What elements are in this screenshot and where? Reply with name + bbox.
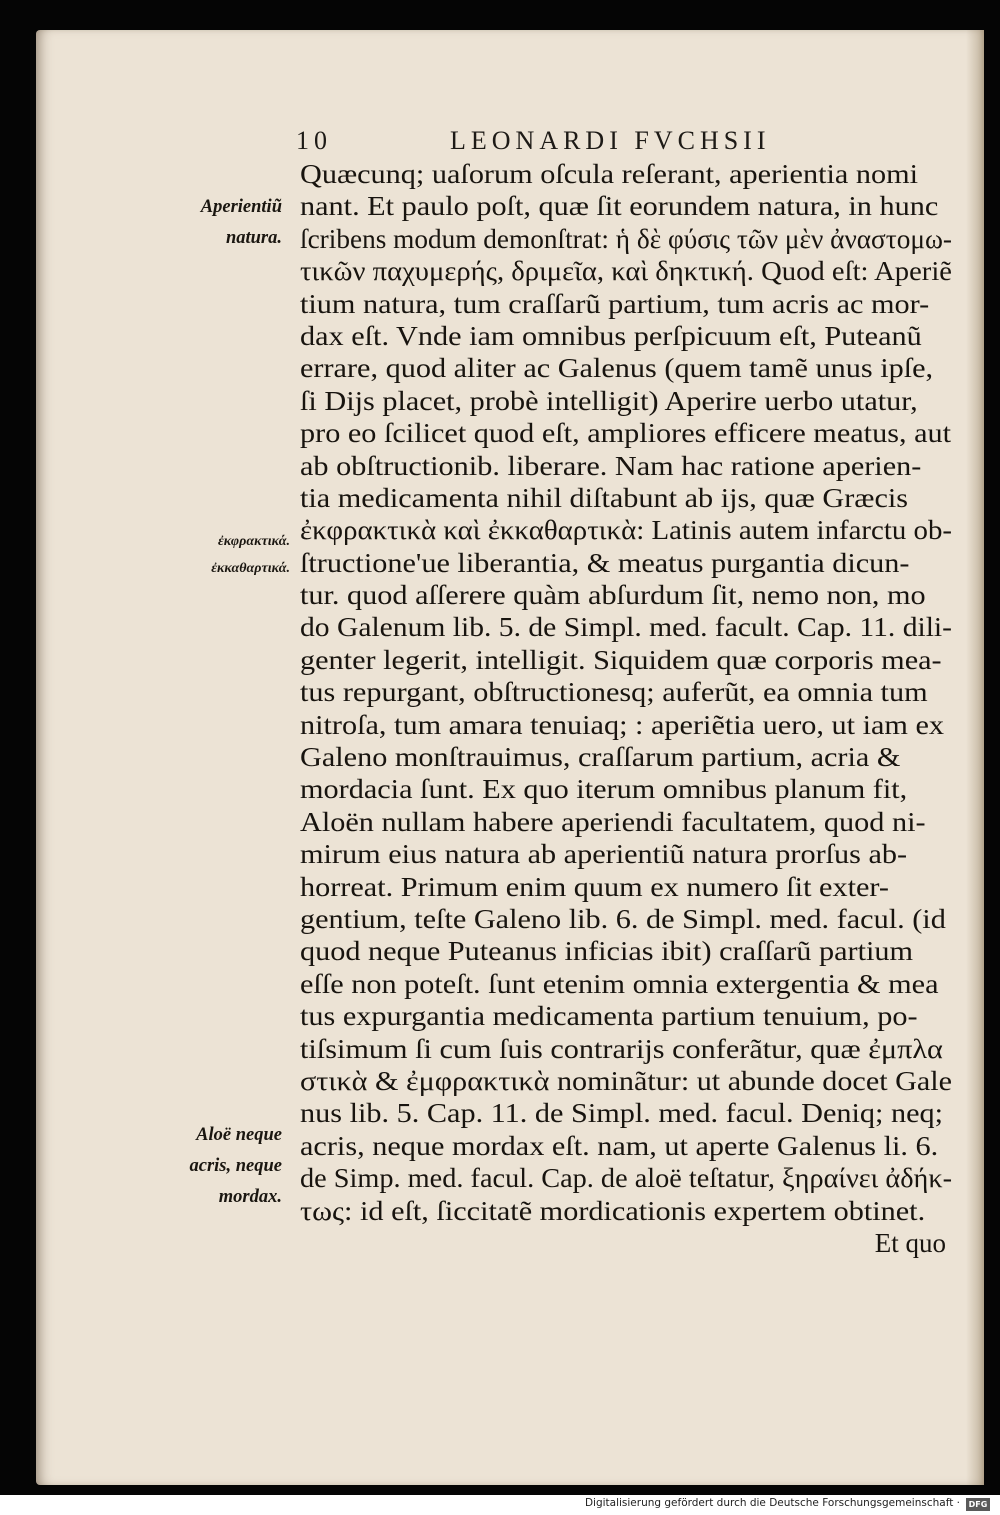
marginal-note-line: acris, neque — [189, 1156, 282, 1176]
text-line: στικὰ & ἐμφρακτικὰ nominãtur: ut abunde docet Gale — [300, 1065, 952, 1096]
text-line: Quæcunq; uaſorum oſcula reſerant, aperientia nomi — [300, 159, 919, 189]
text-line: quod neque Puteanus inficias ibit) craſſarũ partium — [300, 936, 914, 967]
marginal-note-line: Aperientiũ — [200, 197, 282, 217]
marginal-note-aloe — [170, 1120, 282, 1213]
text-line: pro eo ſcilicet quod eſt, ampliores efficere meatus, aut — [300, 418, 952, 449]
text-line: ſcribens modum demonſtrat: ἡ δὲ φύσις τῶν μὲν ἀναστομω- — [300, 223, 952, 254]
footer-bar — [0, 1495, 1000, 1515]
text-line: acris, neque mordax eſt. nam, ut aperte Galenus li. 6. — [300, 1130, 939, 1161]
text-line: dax eſt. Vnde iam omnibus perſpicuum eſt, Puteanũ — [300, 320, 922, 351]
text-line: do Galenum lib. 5. de Simpl. med. facult. Cap. 11. dili- — [300, 612, 952, 643]
text-line: tur. quod aſſerere quàm abſurdum ſit, nemo non, mo — [300, 580, 926, 611]
marginal-note-line: Aloë neque — [196, 1125, 282, 1145]
text-line: ab obſtructionib. liberare. Nam hac ratione aperien- — [300, 450, 922, 481]
page-number: 10 — [296, 126, 332, 155]
marginal-note-line: natura. — [225, 228, 282, 248]
text-line: ſi Dijs placet, probè intelligit) Aperire uerbo utatur, — [300, 385, 918, 416]
text-line: Galeno monſtrauimus, craſſarum partium, acria & — [300, 742, 901, 773]
text-line: τικῶν παχυμερής, δριμεῖα, καὶ δηκτική. Quod eſt: Aperiẽ — [300, 256, 952, 287]
text-line: τως: id eſt, ſiccitatẽ mordicationis expertem obtinet. — [300, 1195, 926, 1226]
text-line: nant. Et paulo poſt, quæ ſit eorundem natura, in hunc — [300, 191, 939, 222]
text-line: eſſe non poteſt. ſunt etenim omnia extergentia & mea — [300, 968, 939, 999]
text-line: tiſsimum ſi cum ſuis contrarijs conferãtur, quæ ἐμπλα — [300, 1033, 943, 1064]
footer-credit: Digitalisierung gefördert durch die Deutsche Forschungsgemeinschaft · — [584, 1497, 960, 1509]
text-line: tus expurgantia medicamenta partium tenuium, po- — [300, 1001, 918, 1032]
marginal-note-aperientium — [170, 192, 282, 254]
text-line: tia medicamenta nihil diſtabunt ab ijs, quæ Græcis — [300, 482, 909, 513]
running-header — [296, 126, 936, 160]
text-line: de Simp. med. facul. Cap. de aloë teſtatur, ξηραίνει ἀδήκ- — [300, 1163, 952, 1194]
text-line: nus lib. 5. Cap. 11. de Simpl. med. facul. Deniq; neq; — [300, 1098, 944, 1129]
running-title: LEONARDI FVCHSII — [450, 126, 771, 155]
text-line: nitroſa, tum amara tenuiaq; : aperiẽtia uero, ut iam ex — [300, 709, 945, 740]
text-line: mirum eius natura ab aperientiũ natura prorſus ab- — [300, 839, 908, 870]
text-line: genter legerit, intelligit. Siquidem quæ corporis mea- — [300, 644, 942, 675]
text-line: tus repurgant, obſtructionesq; auferũt, ea omnia tum — [300, 677, 928, 708]
text-line: tium natura, tum craſſarũ partium, tum acris ac mor- — [300, 288, 930, 319]
text-line: mordacia ſunt. Ex quo iterum omnibus planum fit, — [300, 774, 908, 805]
marginal-note-line: ἐκκαθαρτικά. — [211, 561, 290, 576]
marginal-note-greek — [178, 528, 290, 582]
page-edge-shadow — [966, 30, 984, 1485]
marginal-note-line: ἐκφρακτικά. — [218, 534, 290, 549]
text-line: horreat. Primum enim quum ex numero ſit exter- — [300, 871, 889, 902]
text-line: ἐκφρακτικὰ καὶ ἐκκαθαρτικὰ: Latinis autem infarctu ob- — [300, 515, 952, 546]
text-line: errare, quod aliter ac Galenus (quem tamẽ unus ipſe, — [300, 353, 934, 384]
text-line: gentium, teſte Galeno lib. 6. de Simpl. med. facul. (id — [300, 903, 946, 934]
marginal-note-line: mordax. — [218, 1187, 282, 1207]
dfg-logo: DFG — [966, 1498, 990, 1511]
text-line: Et quo — [874, 1227, 946, 1258]
text-line: ſtructione'ue liberantia, & meatus purgantia dicun- — [300, 547, 910, 578]
body-text — [300, 158, 952, 1259]
text-line: Aloën nullam habere aperiendi facultatem, quod ni- — [300, 806, 926, 837]
